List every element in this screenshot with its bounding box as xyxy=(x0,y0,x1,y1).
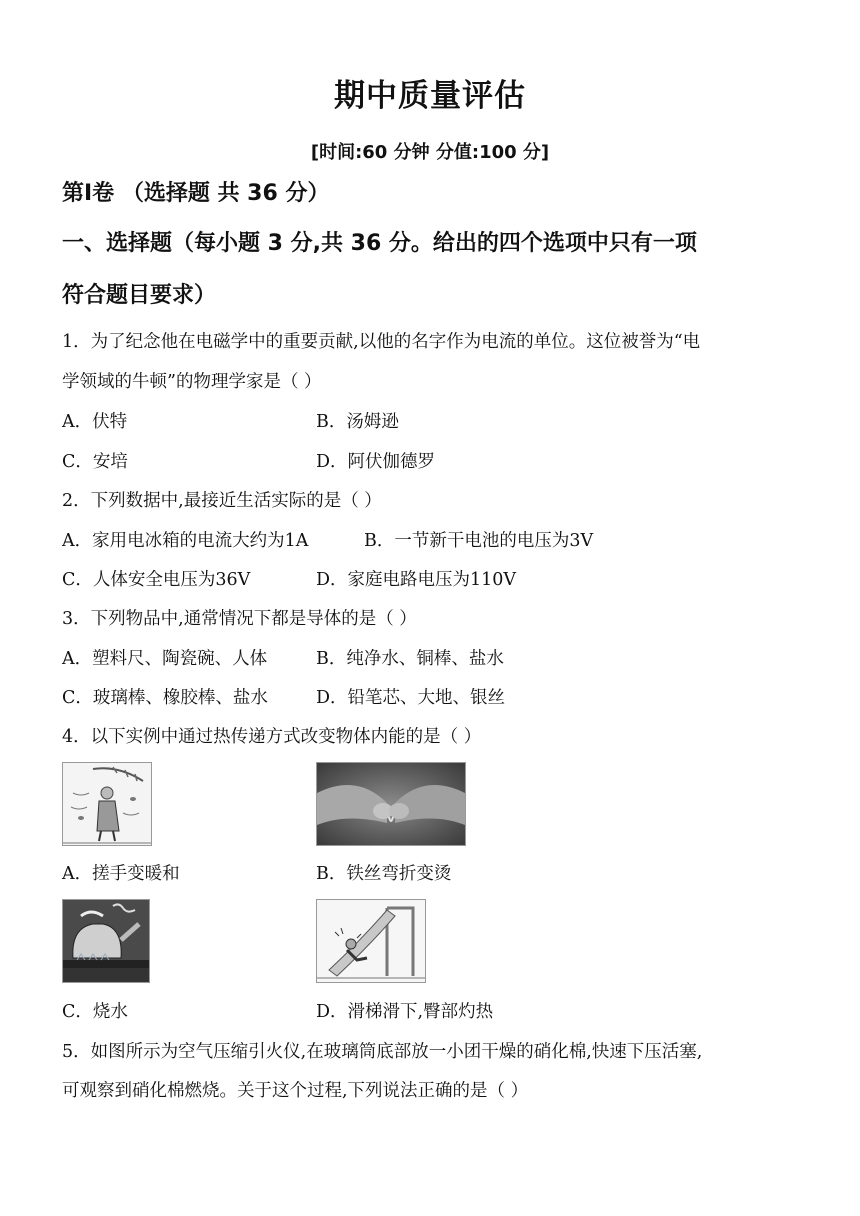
q1-stem-line2: 学领域的牛顿”的物理学家是（ ） xyxy=(62,372,322,392)
q4-option-c: C．烧水 xyxy=(62,1002,128,1022)
q1-option-a: A．伏特 xyxy=(62,412,128,432)
section-heading xyxy=(62,218,802,322)
q4-image-a xyxy=(62,762,152,846)
q3-option-a: A．塑料尺、陶瓷碗、人体 xyxy=(62,649,268,669)
q4-stem: 4．以下实例中通过热传递方式改变物体内能的是（ ） xyxy=(62,727,482,747)
q4-option-b: B．铁丝弯折变烫 xyxy=(316,864,452,884)
q4-image-b xyxy=(316,762,466,846)
q3-option-b: B．纯净水、铜棒、盐水 xyxy=(316,649,504,669)
q1-stem-line1: 1．为了纪念他在电磁学中的重要贡献,以他的名字作为电流的单位。这位被誉为“电 xyxy=(62,332,701,352)
exam-info: [时间:60 分钟 分值:100 分] xyxy=(310,142,550,163)
q1-option-b: B．汤姆逊 xyxy=(316,412,399,432)
q4-image-c xyxy=(62,899,150,983)
q2-option-c: C．人体安全电压为36V xyxy=(62,570,251,590)
q3-option-c: C．玻璃棒、橡胶棒、盐水 xyxy=(62,688,268,708)
q5-stem-line2: 可观察到硝化棉燃烧。关于这个过程,下列说法正确的是（ ） xyxy=(62,1081,529,1101)
part-heading: 第Ⅰ卷 （选择题 共 36 分） xyxy=(62,181,330,206)
q1-option-d: D．阿伏伽德罗 xyxy=(316,452,436,472)
section-heading-line1: 一、选择题（每小题 3 分,共 36 分。给出的四个选项中只有一项 xyxy=(62,231,697,256)
section-heading-line2: 符合题目要求） xyxy=(62,283,217,308)
q4-image-d xyxy=(316,899,426,983)
q2-option-a: A．家用电冰箱的电流大约为1A xyxy=(62,531,309,551)
q2-option-b: B．一节新干电池的电压为3V xyxy=(364,531,594,551)
q3-option-d: D．铅笔芯、大地、银丝 xyxy=(316,688,506,708)
q2-option-d: D．家庭电路电压为110V xyxy=(316,570,517,590)
q1-option-c: C．安培 xyxy=(62,452,128,472)
q5-stem-line1: 5．如图所示为空气压缩引火仪,在玻璃筒底部放一小团干燥的硝化棉,快速下压活塞, xyxy=(62,1042,703,1062)
q4-option-d: D．滑梯滑下,臀部灼热 xyxy=(316,1002,494,1022)
q3-stem: 3．下列物品中,通常情况下都是导体的是（ ） xyxy=(62,609,417,629)
q4-option-a: A．搓手变暖和 xyxy=(62,864,180,884)
q2-stem: 2．下列数据中,最接近生活实际的是（ ） xyxy=(62,491,382,511)
page-title: 期中质量评估 xyxy=(334,78,526,114)
